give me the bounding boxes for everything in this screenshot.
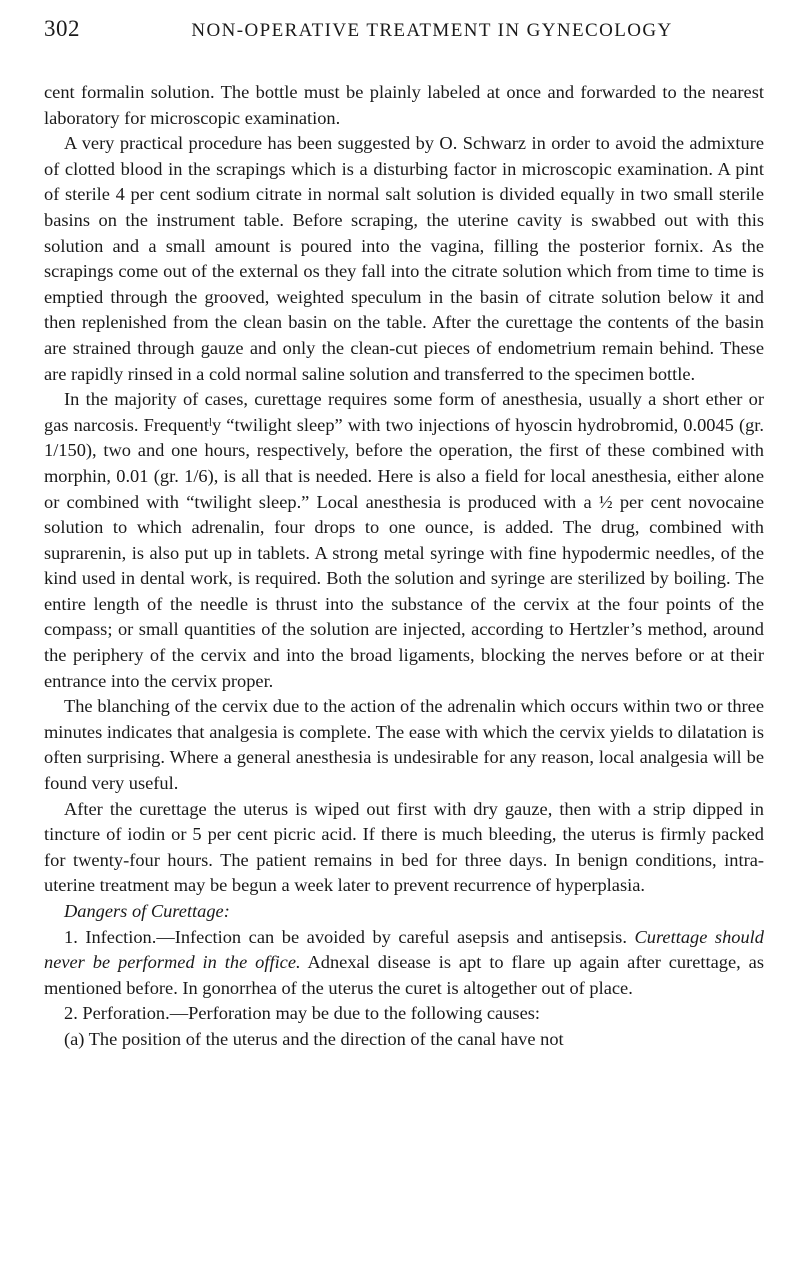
- paragraph-anesthesia: In the majority of cases, curettage requires some form of anesthesia, usually a short ether or gas narcosis. Frequentˡy “twilight sleep” with two injections of hyoscin hydrobromid, 0.0045 (gr. 1/150), two and one hours, respectively, before the operation, the first of these combined with morphin, 0.01 (gr. 1/6), is all that is needed. Here is also a field for local anesthesia, either alone or combined with “twilight sleep.” Local anesthesia is produced with a ½ per cent novocaine solution to which adrenalin, four drops to one ounce, is added. The drug, combined with suprarenin, is also put up in tablets. A strong metal syringe with fine hypodermic needles, of the kind used in dental work, is required. Both the solution and syringe are sterilized by boiling. The entire length of the needle is thrust into the substance of the cervix at the four points of the compass; or small quantities of the solution are injected, according to Hertzler’s method, around the periphery of the cervix and into the broad ligaments, blocking the nerves before or at their entrance into the cervix proper.: [44, 389, 764, 691]
- paragraph-blanching: The blanching of the cervix due to the action of the adrenalin which occurs within two or three minutes indicates that analgesia is complete. The ease with which the cervix yields to dilatation is often surprising. Where a general anesthesia is undesirable for any reason, local analgesia will be found very useful.: [44, 696, 764, 794]
- page-number: 302: [44, 16, 80, 41]
- list-item-perforation: 2. Perforation.—Perforation may be due to the following causes:: [64, 1003, 540, 1024]
- body-text: [44, 80, 764, 1053]
- list-item-infection: [44, 925, 764, 1002]
- infection-warning: Curettage should never be performed in the office.: [44, 926, 764, 973]
- paragraph-continued: cent formalin solution. The bottle must be plainly labeled at once and forwarded to the nearest laboratory for microscopic examination.: [44, 82, 764, 128]
- infection-rest: Adnexal disease is apt to flare up again after curettage, as mentioned before. In gonorrhea of the uterus the curet is altogether out of place.: [44, 952, 764, 998]
- list-item-perforation-a: (a) The position of the uterus and the direction of the canal have not: [64, 1028, 564, 1049]
- page-header: [44, 12, 760, 52]
- running-head: NON-OPERATIVE TREATMENT IN GYNECOLOGY: [191, 20, 673, 41]
- paragraph-schwarz-procedure: A very practical procedure has been suggested by O. Schwarz in order to avoid the admixture of clotted blood in the scrapings which is a disturbing factor in microscopic examination. A pint of sterile 4 per cent sodium citrate in normal salt solution is divided equally in two small sterile basins on the instrument table. Before scraping, the uterine cavity is swabbed out with this solution and a small amount is poured into the vagina, filling the posterior fornix. As the scrapings come out of the external os they fall into the citrate solution which from time to time is emptied through the grooved, weighted speculum in the basin of citrate solution below it and then replenished from the clean basin on the table. After the curettage the contents of the basin are strained through gauze and only the clean-cut pieces of endometrium remain behind. These are rapidly rinsed in a cold normal saline solution and transferred to the specimen bottle.: [44, 133, 764, 384]
- paragraph-after-curettage: After the curettage the uterus is wiped out first with dry gauze, then with a strip dipped in tincture of iodin or 5 per cent picric acid. If there is much bleeding, the uterus is firmly packed for twenty-four hours. The patient remains in bed for three days. In benign conditions, intra-uterine treatment may be begun a week later to prevent recurrence of hyperplasia.: [44, 798, 764, 896]
- infection-lead: 1. Infection.—Infection can be avoided by careful asepsis and antisepsis.: [64, 926, 627, 947]
- section-heading-dangers: Dangers of Curettage:: [64, 901, 230, 921]
